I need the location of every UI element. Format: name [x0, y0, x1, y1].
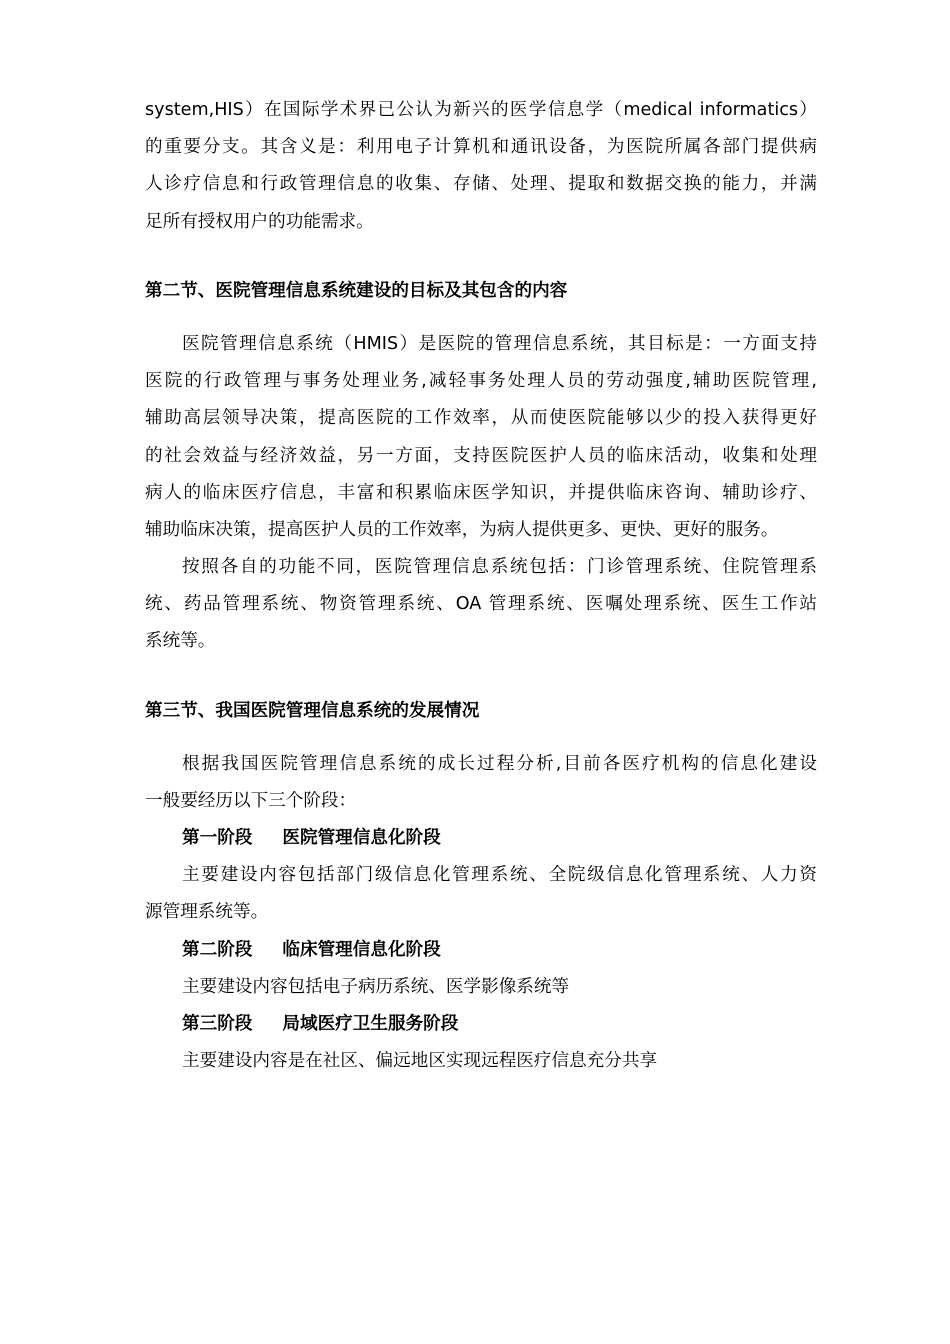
stage-3-name: 局域医疗卫生服务阶段 — [282, 1013, 459, 1034]
stage-1-name: 医院管理信息化阶段 — [282, 828, 441, 848]
stage-2-desc-line: 主要建设内容包括电子病历系统、医学影像系统等 — [182, 976, 570, 997]
paragraph-line: 按照各自的功能不同，医院管理信息系统包括：门诊管理系统、住院管理系 — [182, 557, 817, 577]
stage-3-desc-line: 主要建设内容是在社区、偏远地区实现远程医疗信息充分共享 — [182, 1051, 658, 1072]
stage-3-title — [145, 1006, 817, 1043]
stage-1-desc-line: 源管理系统等。 — [145, 902, 269, 923]
section-3-heading: 第三节、我国医院管理信息系统的发展情况 — [145, 701, 480, 721]
section-2-paragraph-1 — [145, 326, 817, 549]
paragraph-line: 辅助临床决策，提高医护人员的工作效率，为病人提供更多、更快、更好的服务。 — [145, 519, 779, 540]
paragraph-line: 医院管理信息系统（HMIS）是医院的管理信息系统，其目标是：一方面支持 — [182, 334, 817, 354]
paragraph-line: 统、药品管理系统、物资管理系统、OA 管理系统、医嘱处理系统、医生工作站 — [145, 594, 817, 615]
stage-2-name: 临床管理信息化阶段 — [282, 939, 441, 960]
paragraph-line: 辅助高层领导决策，提高医院的工作效率，从而使医院能够以少的投入获得更好 — [145, 408, 817, 429]
section-2-heading: 第二节、医院管理信息系统建设的目标及其包含的内容 — [145, 281, 568, 301]
paragraph-line: 医院的行政管理与事务处理业务,减轻事务处理人员的劳动强度,辅助医院管理, — [145, 371, 817, 392]
paragraph-line: 的社会效益与经济效益，另一方面，支持医院医护人员的临床活动，收集和处理 — [145, 445, 817, 466]
stage-1-desc-line: 主要建设内容包括部门级信息化管理系统、全院级信息化管理系统、人力资 — [182, 865, 817, 886]
section-2-paragraph-2 — [145, 549, 817, 661]
paragraph-line: 病人的临床医疗信息，丰富和积累临床医学知识，并提供临床咨询、辅助诊疗、 — [145, 482, 817, 503]
stages-list — [145, 820, 817, 1080]
stage-2-label: 第二阶段 — [182, 939, 253, 960]
paragraph-line: 根据我国医院管理信息系统的成长过程分析,目前各医疗机构的信息化建设 — [182, 754, 817, 774]
paragraph-line: system,HIS）在国际学术界已公认为新兴的医学信息学（medical informatics） — [145, 100, 817, 120]
paragraph-line: 足所有授权用户的功能需求。 — [145, 211, 374, 232]
stage-2-title — [145, 932, 817, 969]
paragraph-line: 人诊疗信息和行政管理信息的收集、存储、处理、提取和数据交换的能力，并满 — [145, 174, 817, 195]
stage-3-label: 第三阶段 — [182, 1013, 253, 1034]
section-3-paragraph-1 — [145, 746, 817, 820]
paragraph-line: 的重要分支。其含义是：利用电子计算机和通讯设备，为医院所属各部门提供病 — [145, 137, 817, 158]
paragraph-line: 一般要经历以下三个阶段： — [145, 791, 357, 812]
stage-1-label: 第一阶段 — [182, 828, 253, 848]
intro-paragraph — [145, 92, 817, 241]
paragraph-line: 系统等。 — [145, 631, 216, 652]
stage-1-title — [145, 820, 817, 857]
